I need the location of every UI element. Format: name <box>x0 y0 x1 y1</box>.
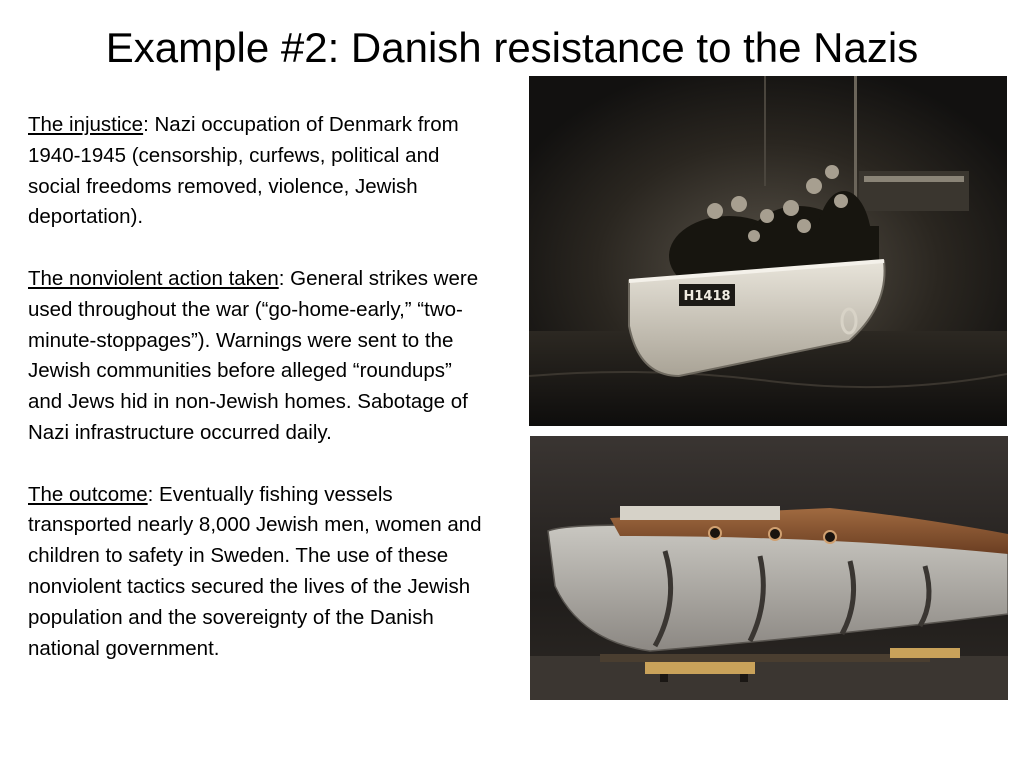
slide-title: Example #2: Danish resistance to the Nazis <box>105 24 919 71</box>
photo-night-boat-with-refugees <box>529 76 1007 426</box>
text-outcome: : Eventually fishing vessels transported nearly 8,000 Jewish men, women and children to safety in Sweden. The use of these nonviolent tactics secured the lives of the Jewish population and the sovereignty of the Danish national government. <box>28 482 482 660</box>
hull-marking: H1418 <box>683 289 731 304</box>
heading-nonviolent-action: The nonviolent action taken <box>28 266 279 290</box>
heading-outcome: The outcome <box>28 482 148 506</box>
paragraph-outcome <box>28 480 488 665</box>
paragraph-injustice <box>28 110 488 233</box>
photo-museum-fishing-boat <box>530 436 1008 700</box>
body-text <box>28 110 488 664</box>
text-nonviolent-action: : General strikes were used throughout the war (“go-home-early,” “two-minute-stoppages”). Warnings were sent to the Jewish communities before alleged “roundups” and Jews hid in non-Jewish homes. Sabotage of Nazi infrastructure occurred daily. <box>28 266 479 444</box>
heading-injustice: The injustice <box>28 113 144 136</box>
paragraph-nonviolent-action <box>28 264 488 449</box>
text-injustice: : Nazi occupation of Denmark from 1940-1945 (censorship, curfews, political and social freedoms removed, violence, Jewish deportation). <box>28 113 459 229</box>
